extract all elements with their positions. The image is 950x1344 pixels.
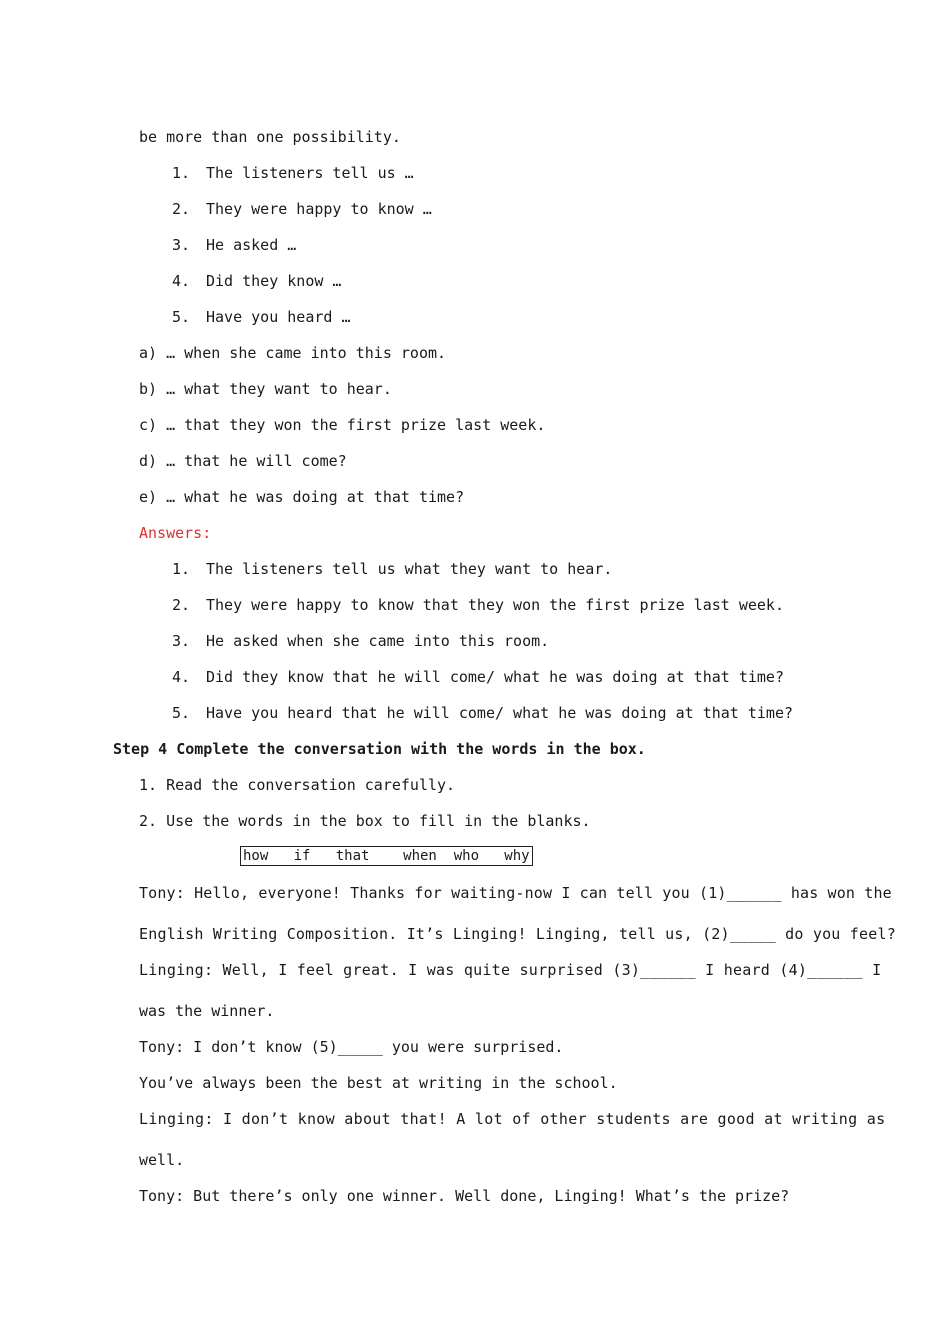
list-item: 3. He asked when she came into this room. [172, 632, 550, 650]
conversation-line: English Writing Composition. It’s Linging! Linging, tell us, (2)_____ do you feel? [139, 925, 896, 943]
list-item: 5. Have you heard that he will come/ what he was doing at that time? [172, 704, 793, 722]
instruction-item: 2. Use the words in the box to fill in the blanks. [139, 812, 591, 830]
list-item: a) … when she came into this room. [139, 344, 447, 362]
conversation-line: well. [139, 1151, 185, 1169]
list-item: 2. They were happy to know … [172, 200, 432, 218]
intro-text: be more than one possibility. [139, 128, 401, 146]
list-item: 4. Did they know that he will come/ what he was doing at that time? [172, 668, 784, 686]
list-item: 1. The listeners tell us … [172, 164, 414, 182]
conversation-line: was the winner. [139, 1002, 275, 1020]
word-box: how if that when who why [240, 846, 533, 866]
step4-heading: Step 4 Complete the conversation with the words in the box. [113, 740, 646, 758]
conversation-line: Linging: Well, I feel great. I was quite surprised (3)______ I heard (4)______ I [139, 961, 882, 979]
answers-label: Answers: [139, 524, 212, 542]
list-item: e) … what he was doing at that time? [139, 488, 465, 506]
list-item: d) … that he will come? [139, 452, 347, 470]
conversation-line: Tony: But there’s only one winner. Well done, Linging! What’s the prize? [139, 1187, 790, 1205]
conversation-line: Tony: I don’t know (5)_____ you were surprised. [139, 1038, 564, 1056]
list-item: c) … that they won the first prize last week. [139, 416, 546, 434]
list-item: 5. Have you heard … [172, 308, 351, 326]
list-item: 2. They were happy to know that they won the first prize last week. [172, 596, 784, 614]
conversation-line: You’ve always been the best at writing in the school. [139, 1074, 618, 1092]
list-item: 4. Did they know … [172, 272, 342, 290]
instruction-item: 1. Read the conversation carefully. [139, 776, 456, 794]
list-item: 1. The listeners tell us what they want to hear. [172, 560, 613, 578]
list-item: 3. He asked … [172, 236, 297, 254]
list-item: b) … what they want to hear. [139, 380, 392, 398]
conversation-line: Tony: Hello, everyone! Thanks for waiting-now I can tell you (1)______ has won the [139, 884, 892, 902]
conversation-line: Linging: I don’t know about that! A lot of other students are good at writing as [139, 1110, 886, 1128]
